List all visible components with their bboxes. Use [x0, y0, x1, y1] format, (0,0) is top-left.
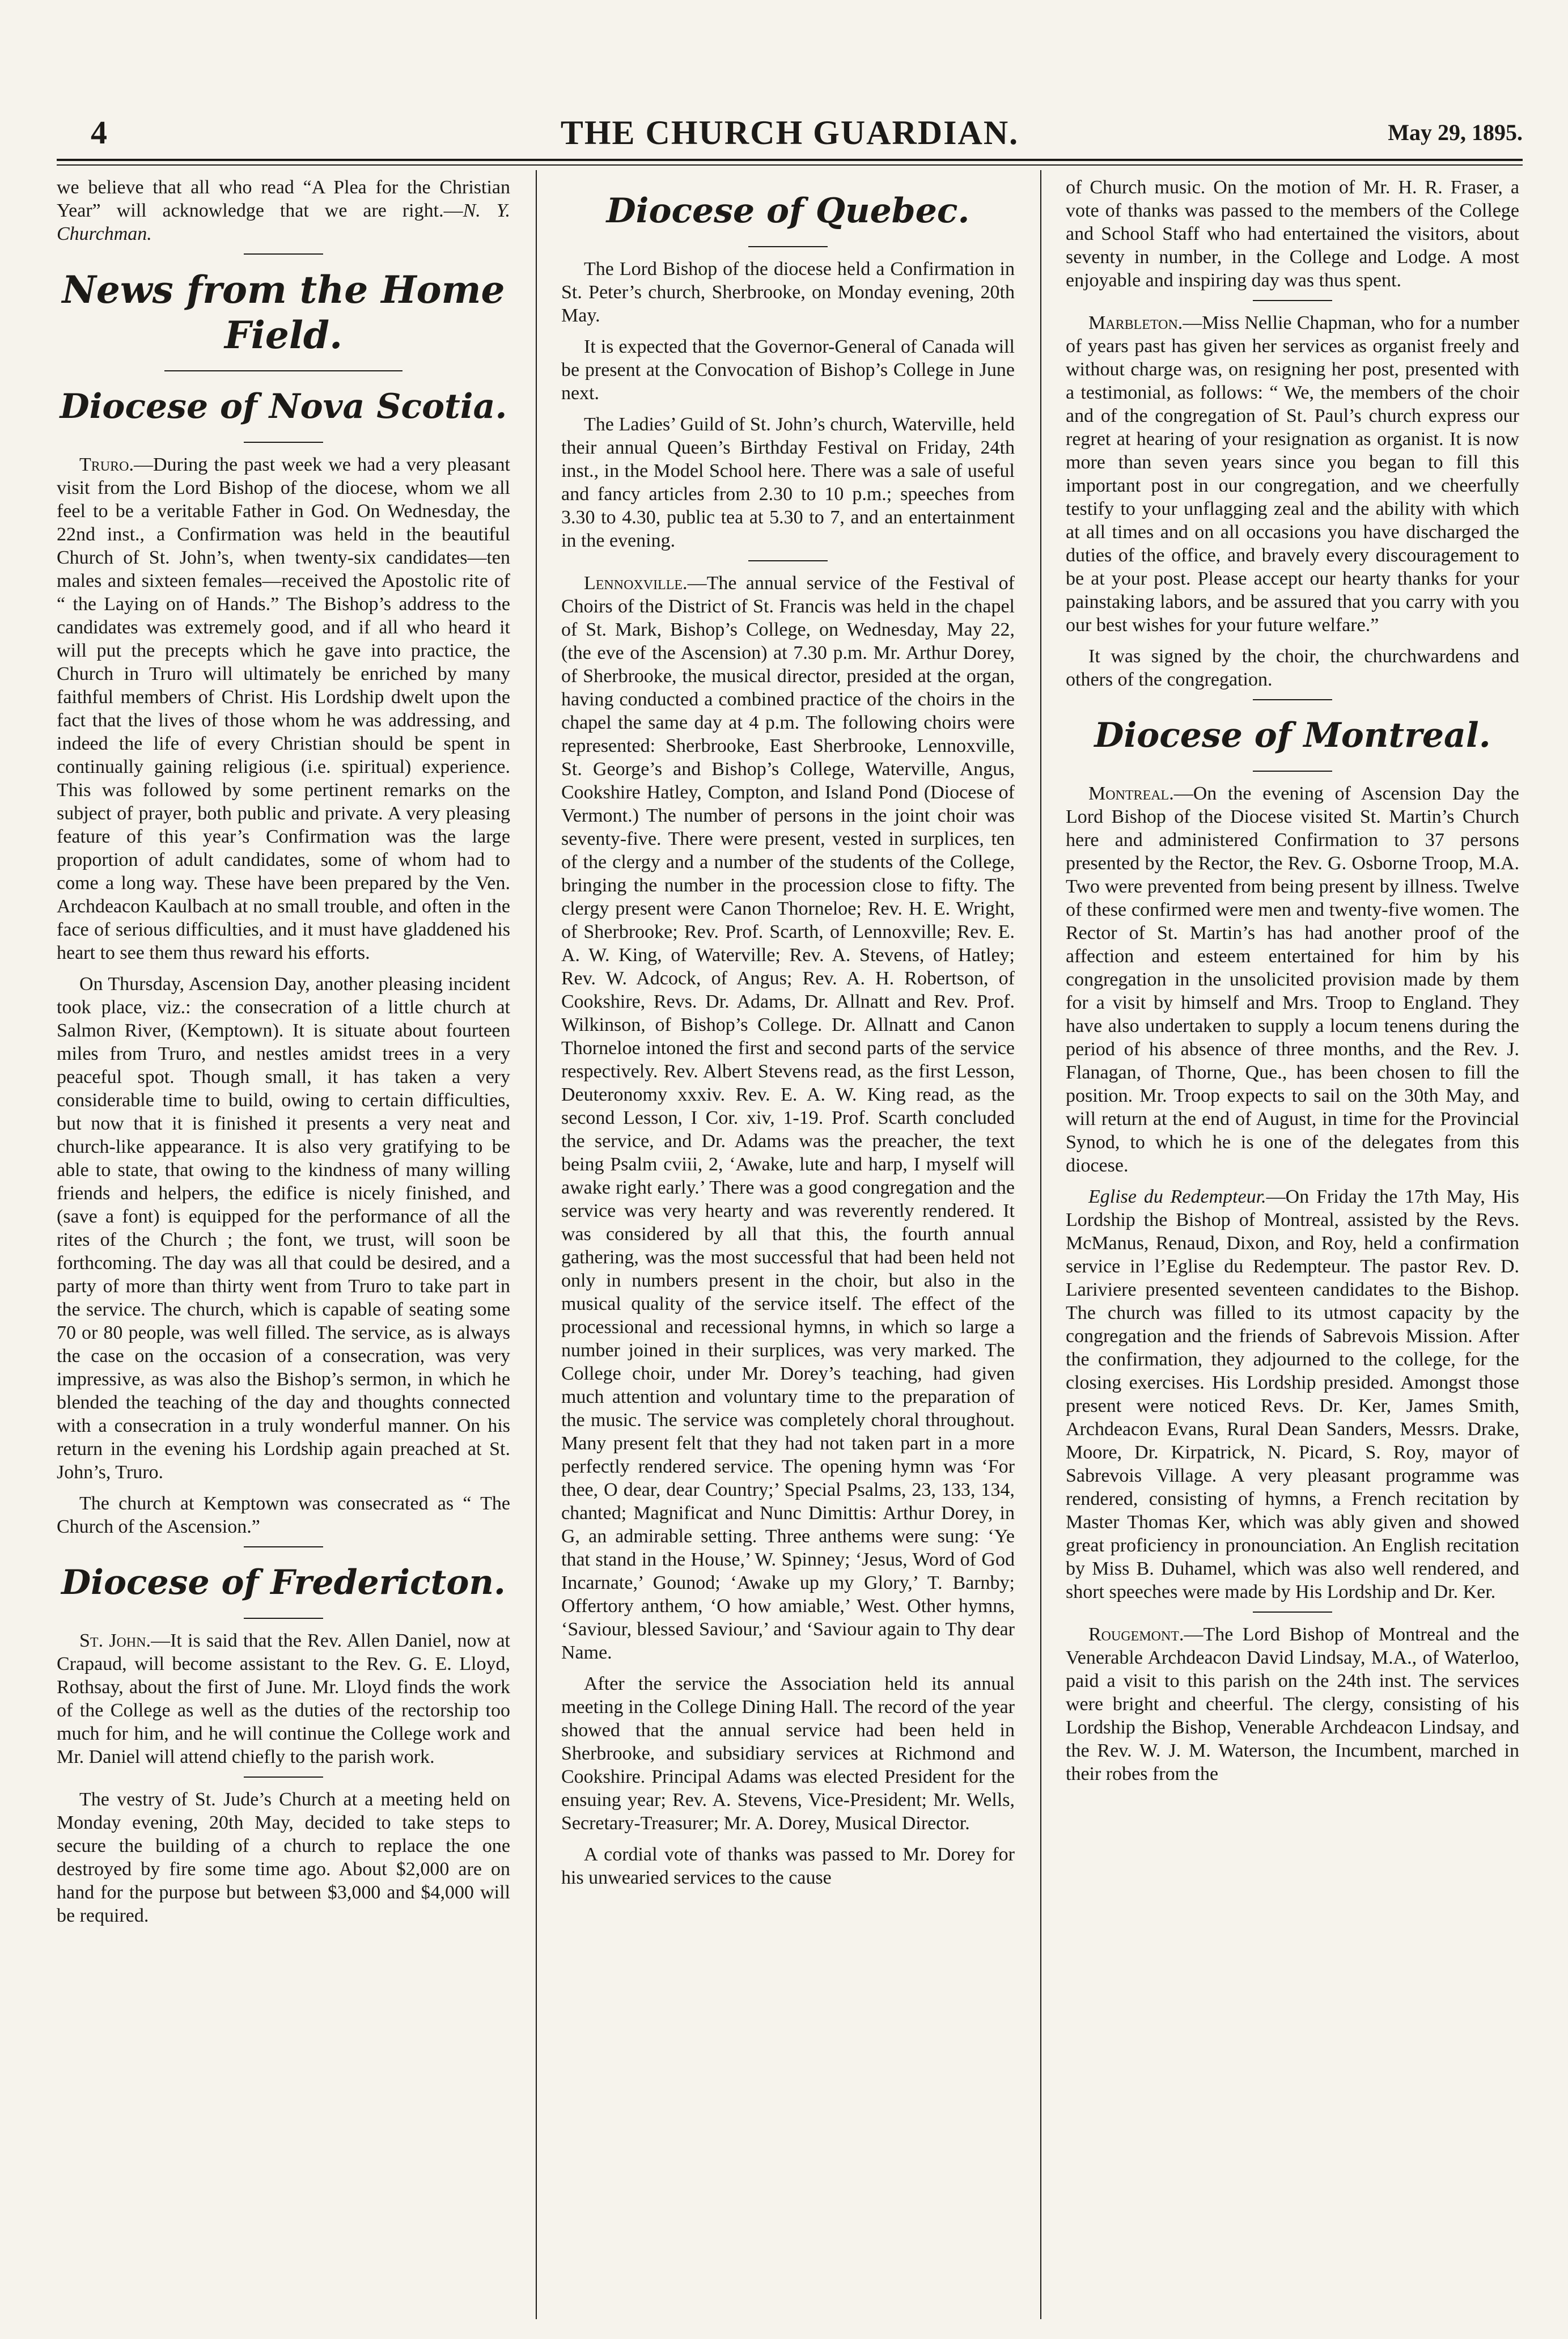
intro-paragraph: we believe that all who read “A Plea for the Christian Year” will acknowledge that we are right.—N. Y. Churchman.: [57, 177, 510, 244]
montreal-paragraph: Montreal.—On the evening of Ascension Day the Lord Bishop of the Diocese visited St. Martin’s Church here and administered Confirmation to 37 persons presented by the Rector, the Rev. G. Osborne Troop, M.A. Two were prevented from being present by illness. Twelve of these confirmed were men and twenty-five women. The Rector of St. Martin’s has had another proof of the affection and esteem entertained for him by his congregation in the unsolicited provision made by them for a visit by himself and Mrs. Troop to England. They have also undertaken to supply a locum tenens during the period of his absence of three months, and the Rev. J. Flanagan, of Thorne, Que., has been chosen to fill the position. Mr. Troop expects to sail on the 30th May, and will return at the end of August, in time for the Provincial Synod, to which he is one of the delegates from this diocese.: [1066, 783, 1519, 1176]
st-john-lead: St. John.: [79, 1630, 151, 1651]
separator: [244, 1777, 323, 1778]
eglise-lead: Eglise du Redempteur.: [1088, 1186, 1266, 1207]
rougemont-lead: Rougemont.: [1088, 1624, 1184, 1645]
st-jude-paragraph: The vestry of St. Jude’s Church at a meeting held on Monday evening, 20th May, decided to take steps to secure the building of a church to replace the one destroyed by fire some time ago. About $2,000 are on hand for the purpose but between $3,000 and $4,000 will be required.: [57, 1789, 510, 1926]
governor-paragraph: It is expected that the Governor-General of Canada will be present at the Convocation of Bishop’s College in June next.: [561, 336, 1015, 404]
separator: [244, 253, 323, 255]
separator: [1253, 771, 1332, 772]
marbleton-lead: Marbleton.: [1088, 312, 1183, 333]
fredericton-heading: Diocese of Fredericton.: [61, 1563, 506, 1602]
truro-lead: Truro.: [79, 454, 134, 475]
marbleton-paragraph-2: It was signed by the choir, the churchwardens and others of the congregation.: [1066, 646, 1519, 690]
nova-scotia-heading: Diocese of Nova Scotia.: [60, 387, 507, 426]
separator: [244, 1546, 323, 1547]
marbleton-paragraph: Marbleton.—Miss Nellie Chapman, who for a number of years past has given her services as organist freely and without charge was, on resigning her post, presented with a testimonial, as follows: “ We, the members of the choir and of the congregation of St. Paul’s church express our regret at hearing of your resignation as organist. It is now more than seven years since you began to fill this important post in our congregation, and we cheerfully testify to your unflagging zeal and the ability with which at all times and on all occasions you have discharged the duties of the office, and bravely every discouragement to be at your post. Please accept our hearty thanks for your painstaking labors, and be assured that you carry with you our best wishes for your future welfare.”: [1066, 312, 1519, 636]
column-divider: [536, 170, 537, 2319]
montreal-lead: Montreal.: [1088, 783, 1174, 804]
masthead-rule: [57, 159, 1523, 161]
column-3: [1066, 176, 1519, 2319]
separator: [1253, 699, 1332, 700]
separator: [1253, 300, 1332, 301]
column-divider: [1040, 170, 1041, 2319]
truro-paragraph: Truro.—During the past week we had a very pleasant visit from the Lord Bishop of the diocese, whom we all feel to be a veritable Father in God. On Wednesday, the 22nd inst., a Confirmation was held in the beautiful Church of St. John’s, when twenty-six candidates—ten males and sixteen females—received the Apostolic rite of “ the Laying on of Hands.” The Bishop’s address to the candidates was extremely good, and if all who heard it will put the precepts which he gave into practice, the Church in Truro will ultimately be enriched by many faithful members of Christ. His Lordship dwelt upon the fact that the lives of those whom he was addressing, and indeed the life of every Christian should be spent in continually gaining religious (i.e. spiritual) experience. This was followed by some pertinent remarks on the subject of prayer, both public and private. A very pleasing feature of this year’s Confirmation was the large proportion of adult candidates, some of whom had to come a long way. These have been prepared by the Ven. Archdeacon Kaulbach at no small trouble, and often in the face of serious difficulties, and it must have gladdened his heart to see them thus reward his efforts.: [57, 454, 510, 963]
newspaper-title: THE CHURCH GUARDIAN.: [560, 114, 1019, 151]
masthead: [57, 113, 1523, 153]
separator: [244, 442, 323, 443]
lennoxville-lead: Lennoxville.: [584, 573, 688, 594]
separator: [164, 370, 402, 371]
waterville-paragraph: The Ladies’ Guild of St. John’s church, Waterville, held their annual Queen’s Birthday Festival on Friday, 24th inst., in the Model School here. There was a sale of useful and fancy articles from 2.30 to 10 p.m.; speeches from 3.30 to 4.30, public tea at 5.30 to 7, and an entertainment in the evening.: [561, 414, 1015, 551]
intro-attribution: N. Y. Churchman.: [57, 200, 510, 244]
home-field-heading: News from the Home Field.: [62, 268, 505, 357]
separator: [748, 560, 828, 561]
vote-paragraph: A cordial vote of thanks was passed to Mr. Dorey for his unwearied services to the cause: [561, 1844, 1015, 1888]
association-paragraph: After the service the Association held its annual meeting in the College Dining Hall. The record of the year showed that the annual service had been held in Sherbrooke, and subsidiary services at Richmond and Cookshire. Principal Adams was elected President for the ensuing year; Rev. A. Stevens, Vice-President; Mr. Wells, Secretary-Treasurer; Mr. A. Dorey, Musical Director.: [561, 1673, 1015, 1834]
column-1: [57, 176, 510, 2319]
continued-paragraph: of Church music. On the motion of Mr. H. R. Fraser, a vote of thanks was passed to the members of the College and School Staff who had entertained the visitors, about seventy in number, in the College and Lodge. A most enjoyable and inspiring day was thus spent.: [1066, 177, 1519, 291]
montreal-heading: Diocese of Montreal.: [1094, 716, 1491, 755]
separator: [1253, 1612, 1332, 1613]
separator: [244, 1618, 323, 1619]
eglise-paragraph: Eglise du Redempteur.—On Friday the 17th May, His Lordship the Bishop of Montreal, assisted by the Revs. McManus, Renaud, Dixon, and Roy, held a confirmation service in l’Eglise du Redempteur. The pastor Rev. D. Lariviere presented seventeen candidates to the Bishop. The church was filled to its utmost capacity by the congregation and the friends of Sabrevois Mission. After the confirmation, they adjourned to the college, for the closing exercises. His Lordship presided. Amongst those present were noticed Revs. Dr. Ker, James Smith, Archdeacon Evans, Rural Dean Sanders, Messrs. Drake, Moore, Dr. Kirpatrick, N. Picard, S. Roy, mayor of Sabrevois Village. A very pleasant programme was rendered, consisting of hymns, a French recitation by Master Thomas Ker, which was ably given and showed great proficiency in pronounciation. An English recitation by Miss B. Duhamel, which was also well rendered, and short speeches were made by His Lordship and Dr. Ker.: [1066, 1186, 1519, 1602]
rougemont-paragraph: Rougemont.—The Lord Bishop of Montreal and the Venerable Archdeacon David Lindsay, M.A., of Waterloo, paid a visit to this parish on the 24th inst. The services were bright and cheerful. The clergy, consisting of his Lordship the Bishop, Venerable Archdeacon Lindsay, and the Rev. W. J. M. Waterson, the Incumbent, marched in their robes from the: [1066, 1624, 1519, 1784]
truro-paragraph-3: The church at Kemptown was consecrated as “ The Church of the Ascension.”: [57, 1493, 510, 1537]
sherbrooke-paragraph: The Lord Bishop of the diocese held a Confirmation in St. Peter’s church, Sherbrooke, on Monday evening, 20th May.: [561, 259, 1015, 326]
page-number: 4: [91, 114, 107, 151]
masthead-rule-thin: [57, 164, 1523, 166]
issue-date: May 29, 1895.: [1388, 120, 1523, 145]
lennoxville-paragraph: Lennoxville.—The annual service of the Festival of Choirs of the District of St. Francis was held in the chapel of St. Mark, Bishop’s College, on Wednesday, May 22, (the eve of the Ascension) at 7.30 p.m. Mr. Arthur Dorey, of Sherbrooke, the musical director, presided at the organ, having conducted a combined practice of the choirs in the chapel the same day at 4 p.m. The following choirs were represented: Sherbrooke, East Sherbrooke, Lennoxville, St. George’s and Bishop’s College, Waterville, Angus, Cookshire Hatley, Compton, and Island Pond (Diocese of Vermont.) The number of persons in the joint choir was seventy-five. There were present, vested in surplices, ten of the clergy and a number of the students of the College, bringing the number in the procession close to fifty. The clergy present were Canon Thorneloe; Rev. H. E. Wright, of Sherbrooke; Rev. Prof. Scarth, of Lennoxville; Rev. E. A. W. King, of Waterville; Rev. A. Stevens, of Hatley; Rev. W. Adcock, of Angus; Rev. A. H. Robertson, of Cookshire, Revs. Dr. Adams, Dr. Allnatt and Rev. Prof. Wilkinson, of Bishop’s College. Dr. Allnatt and Canon Thorneloe intoned the first and second parts of the service respectively. Rev. Albert Stevens read, as the first Lesson, Deuteronomy xxxiv. Rev. E. A. W. King read, as the second Lesson, I Cor. xiv, 1-19. Prof. Scarth concluded the service, and Dr. Adams was the preacher, the text being Psalm cviii, 2, ‘Awake, lute and harp, I myself will awake right early.’ There was a good congregation and the service was very hearty and was reverently rendered. It was considered by all that this, the fourth annual gathering, was the most successful that had been held not only in numbers present in the choir, but also in the musical quality of the service itself. The effect of the processional and recessional hymns, in which so large a number joined in their surplices, was very marked. The College choir, under Mr. Dorey’s teaching, had given much attention and voluntary time to the preparation of the music. The service was completely choral throughout. Many present felt that they had not taken part in a more perfectly rendered service. The opening hymn was ‘For thee, O dear, dear Country;’ Special Psalms, 23, 133, 134, chanted; Magnificat and Nunc Dimittis: Arthur Dorey, in G, an admirable setting. Three anthems were sung: ‘Ye that stand in the House,’ W. Spinney; ‘Jesus, Word of God Incarnate,’ Gounod; ‘Awake up my Glory,’ T. Barnby; Offertory anthem, ‘O how amiable,’ West. Other hymns, ‘Saviour, blessed Saviour,’ and ‘Saviour again to Thy dear Name.: [561, 573, 1015, 1663]
st-john-paragraph: St. John.—It is said that the Rev. Allen Daniel, now at Crapaud, will become assistant to the Rev. G. E. Lloyd, Rothsay, about the first of June. Mr. Lloyd finds the work of the College as well as the duties of the rectorship too much for him, and he will continue the College work and Mr. Daniel will attend chiefly to the parish work.: [57, 1630, 510, 1767]
quebec-heading: Diocese of Quebec.: [606, 191, 970, 231]
separator: [748, 246, 828, 247]
column-2: [561, 176, 1015, 2319]
truro-paragraph-2: On Thursday, Ascension Day, another pleasing incident took place, viz.: the consecration of a little church at Salmon River, (Kemptown). It is situate about fourteen miles from Truro, and nestles amidst trees in a very peaceful spot. Though small, it has taken a very considerable time to build, owing to certain difficulties, but now that it is finished it presents a very neat and church-like appearance. It is also very gratifying to be able to state, that owing to the kindness of many willing friends and helpers, the edifice is nicely finished, and (save a font) is equipped for the performance of all the rites of the Church ; the font, we trust, will soon be forthcoming. The day was all that could be desired, and a party of more than thirty went from Truro to take part in the service. The church, which is capable of seating some 70 or 80 people, was well filled. The service, as is always the case on the occasion of a consecration, was very impressive, as was also the Bishop’s sermon, in which he blended the teaching of the day and thoughts connected with a consecration in a truly wonderful manner. On his return in the evening his Lordship again preached at St. John’s, Truro.: [57, 974, 510, 1483]
